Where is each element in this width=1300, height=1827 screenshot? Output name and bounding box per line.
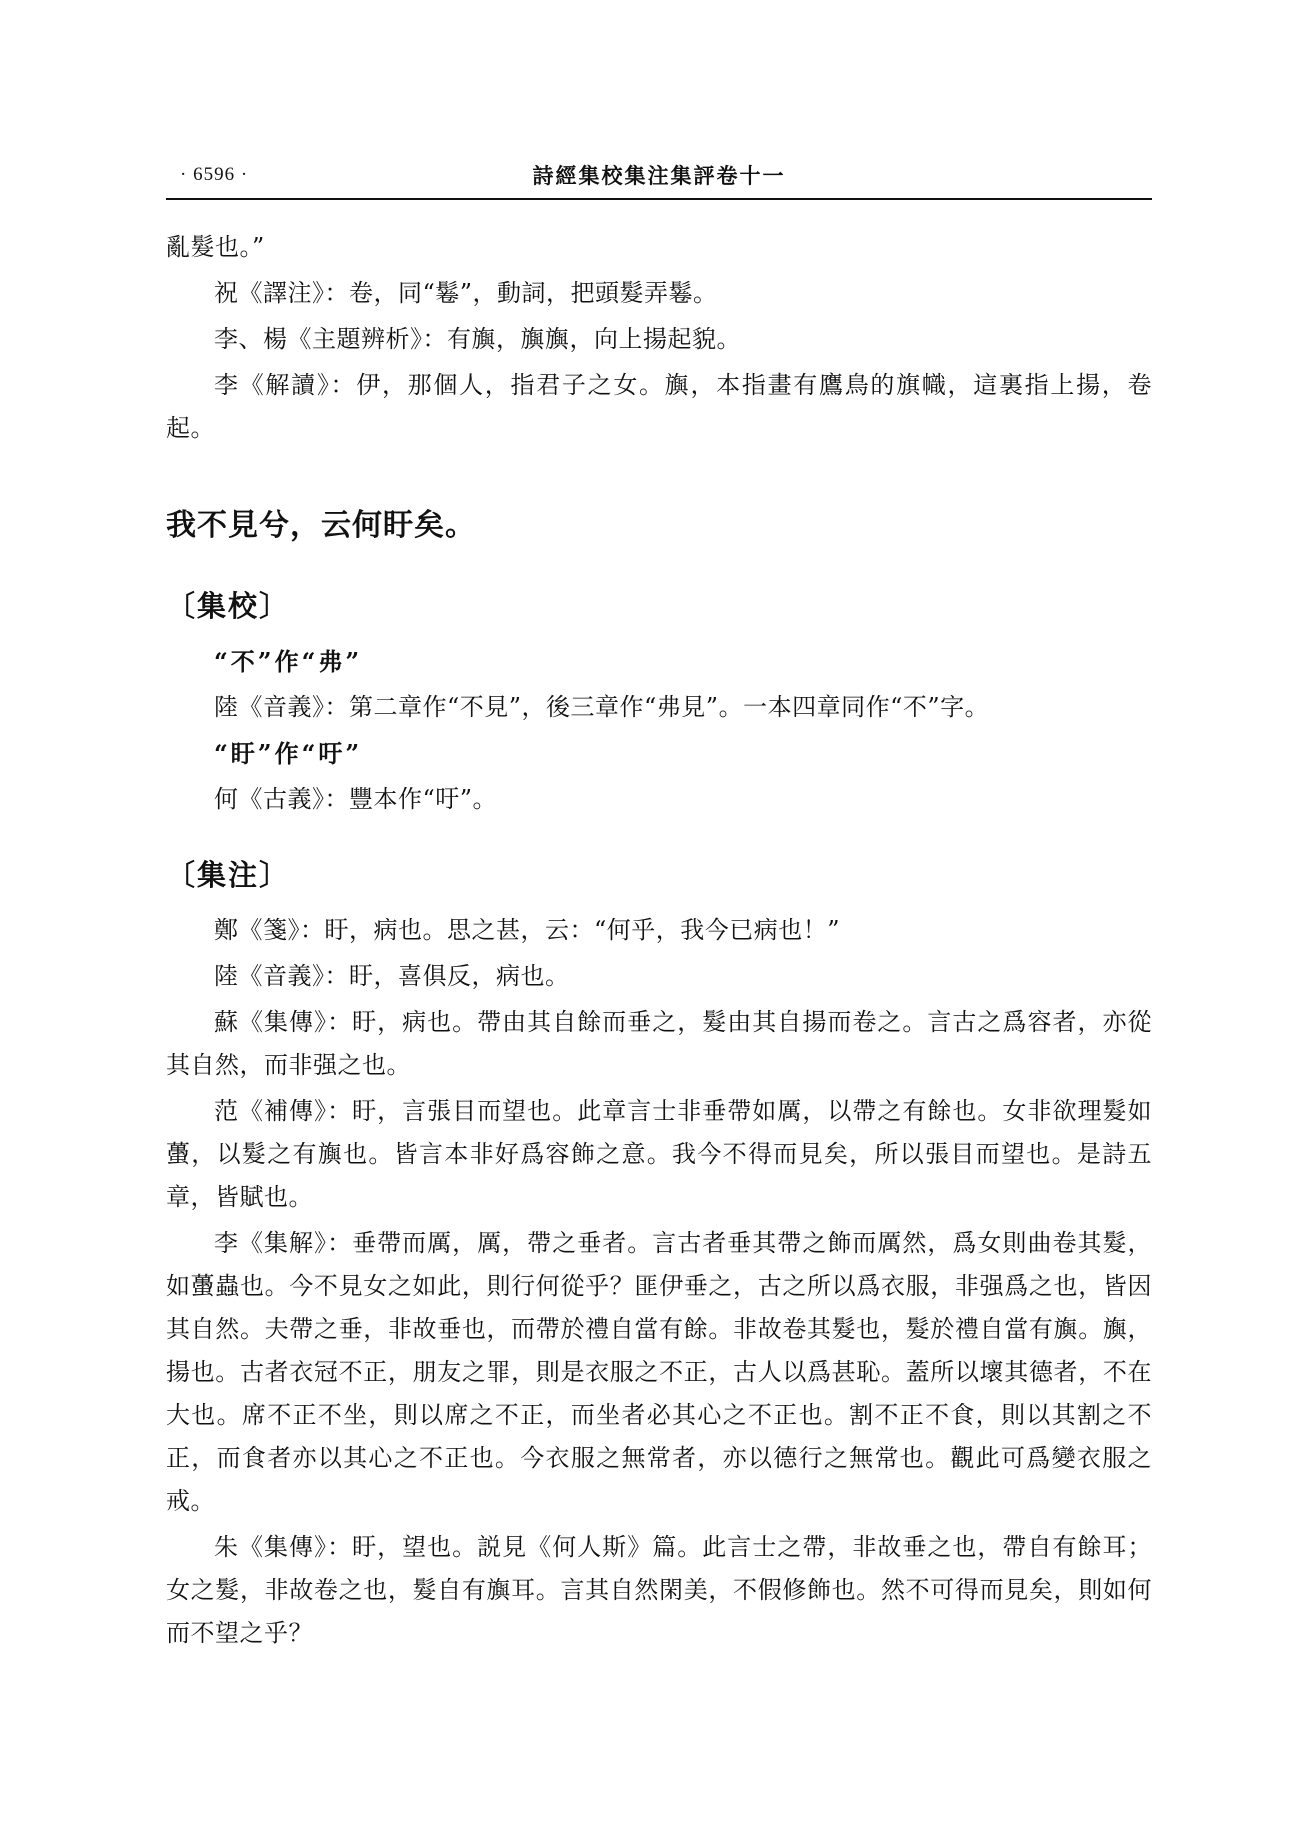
annotation-paragraph: 朱《集傳》：盱，望也。説見《何人斯》篇。此言士之帶，非故垂之也，帶自有餘耳；女之髮，非故卷之也，髮自有旟耳。言其自然閑美，不假修飾也。然不可得而見矣，則如何而不望之乎？ — [166, 1533, 1152, 1647]
collation-heading: 〔集校〕 — [166, 589, 291, 623]
commentary-paragraph: 李、楊《主題辨析》：有旟，旟旟，向上揚起貌。 — [214, 325, 741, 353]
commentary-paragraph: 祝《譯注》：卷，同“鬈”，動詞，把頭髮弄鬈。 — [214, 279, 718, 307]
annotation-paragraph: 李《集解》：垂帶而厲，厲，帶之垂者。言古者垂其帶之飾而厲然，爲女則曲卷其髮，如蠆蟲也。今不見女之如此，則行何從乎？匪伊垂之，古之所以爲衣服，非强爲之也，皆因其自然。夫帶之垂，非故垂也，而帶於禮自當有餘。非故卷其髮也，髮於禮自當有旟。旟，揚也。古者衣冠不正，朋友之罪，則是衣服之不正，古人以爲甚恥。蓋所以壞其德者，不在大也。席不正不坐，則以席之不正，而坐者必其心之不正也。割不正不食，則以其割之不正，而食者亦以其心之不正也。今衣服之無常者，亦以德行之無常也。觀此可爲變衣服之戒。 — [166, 1229, 1152, 1515]
annotation-heading: 〔集注〕 — [166, 858, 291, 892]
annotation-paragraph: 蘇《集傳》：盱，病也。帶由其自餘而垂之，髮由其自揚而卷之。言古之爲容者，亦從其自然，而非强之也。 — [166, 1008, 1152, 1079]
continuation-paragraph: 亂髮也。” — [166, 233, 265, 261]
running-title: 詩經集校集注集評卷十一 — [532, 163, 786, 188]
variant-heading: “盱”作“吁” — [214, 739, 363, 768]
annotation-paragraph: 范《補傳》：盱，言張目而望也。此章言士非垂帶如厲，以帶之有餘也。女非欲理髮如蠆，以髮之有旟也。皆言本非好爲容飾之意。我今不得而見矣，所以張目而望也。是詩五章，皆賦也。 — [166, 1097, 1152, 1211]
annotation-paragraph: 陸《音義》：盱，喜俱反，病也。 — [214, 962, 570, 990]
collation-note: 何《古義》：豐本作“吁”。 — [214, 785, 498, 813]
verse-line: 我不見兮，云何盱矣。 — [166, 508, 476, 543]
collation-note: 陸《音義》：第二章作“不見”，後三章作“弗見”。一本四章同作“不”字。 — [214, 693, 990, 721]
page-number: · 6596 · — [180, 164, 249, 185]
commentary-paragraph: 李《解讀》：伊，那個人，指君子之女。旟，本指畫有鷹鳥的旗幟，這裏指上揚，卷起。 — [166, 371, 1152, 442]
page-header — [166, 158, 1152, 200]
variant-heading: “不”作“弗” — [214, 647, 363, 676]
page-body — [166, 226, 1152, 1658]
annotation-paragraph: 鄭《箋》：盱，病也。思之甚，云：“何乎，我今已病也！” — [214, 916, 841, 944]
